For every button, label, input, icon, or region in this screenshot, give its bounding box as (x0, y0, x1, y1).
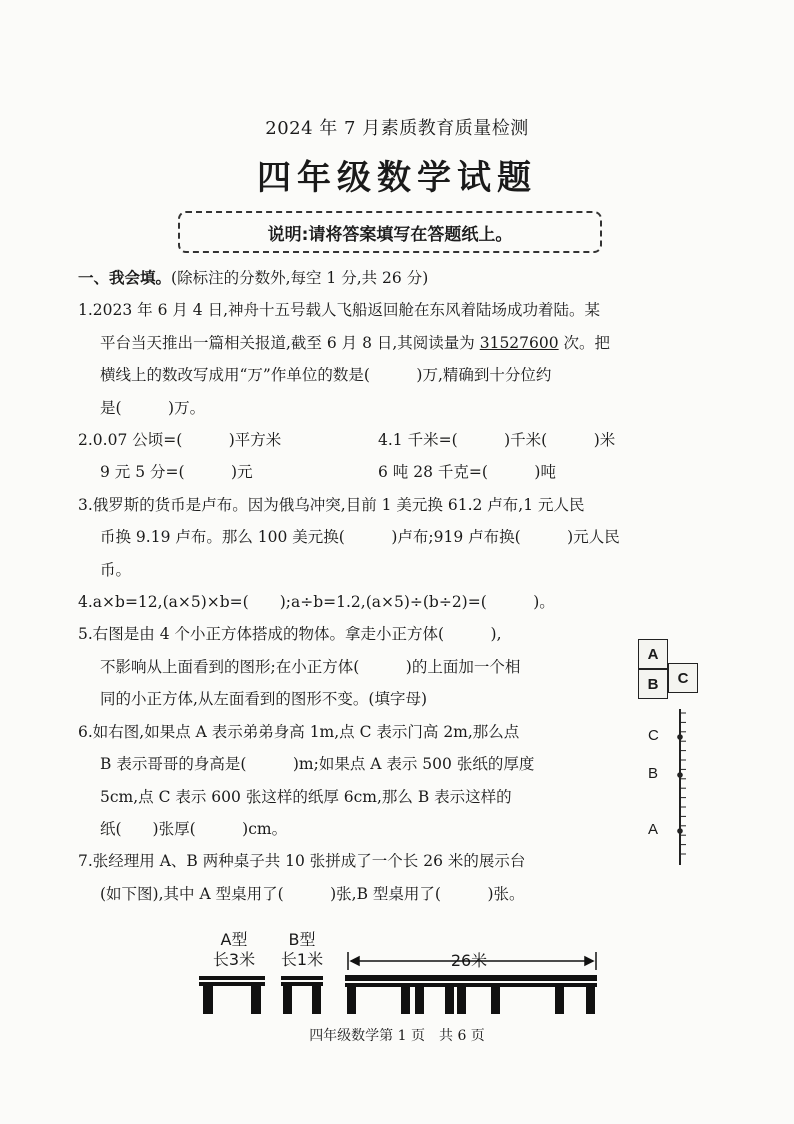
q4-line1: 4.a×b=12,(a×5)×b=( );a÷b=1.2,(a×5)÷(b÷2)=( )。 (78, 593, 555, 612)
table-b-length: 长1米 (280, 950, 324, 969)
page-title: 四年级数学试题 (257, 158, 537, 198)
q2-b: 4.1 千米=( )千米( )米 (378, 431, 616, 450)
cube-stack-figure (634, 633, 702, 707)
question-6 (78, 716, 618, 846)
question-content (78, 262, 728, 910)
tables-figure (195, 926, 605, 1018)
q3-line1: 3.俄罗斯的货币是卢布。因为俄乌冲突,目前 1 美元换 61.2 卢布,1 元人民 (78, 495, 585, 514)
q5-line3: 同的小正方体,从左面看到的图形不变。(填字母) (100, 690, 428, 709)
cube-b: B (638, 669, 668, 699)
ruler-scale (636, 709, 696, 867)
ruler-label-c: C (648, 727, 659, 744)
q1-line1: 1.2023 年 6 月 4 日,神舟十五号载人飞船返回舱在东风着陆场成功着陆。某 (78, 301, 601, 320)
q6-line1: 6.如右图,如果点 A 表示弟弟身高 1m,点 C 表示门高 2m,那么点 (78, 722, 520, 741)
question-3 (78, 489, 728, 586)
q6-line3: 5cm,点 C 表示 600 张这样的纸厚 6cm,那么 B 表示这样的 (100, 787, 512, 806)
table-b-type: B型 (288, 930, 316, 949)
table-a-shape (199, 978, 265, 1014)
combined-table-shape (345, 975, 597, 1014)
q2-c: 9 元 5 分=( )元 (100, 463, 253, 482)
instruction-box (178, 211, 602, 253)
section-title: 一、我会填。 (78, 269, 172, 287)
question-1 (78, 294, 728, 424)
question-4 (78, 586, 728, 618)
table-a-type: A型 (220, 930, 248, 949)
section-header (78, 262, 728, 294)
total-length-label: 26米 (443, 951, 495, 971)
q6-line2: B 表示哥哥的身高是( )m;如果点 A 表示 500 张纸的厚度 (100, 755, 535, 774)
total-length-arrow (348, 952, 596, 970)
cube-c: C (668, 663, 698, 693)
instruction-text: 说明:请将答案填写在答题纸上。 (267, 224, 513, 245)
exam-date: 2024 年 7 月素质教育质量检测 (265, 118, 529, 139)
q3-line2: 币换 9.19 卢布。那么 100 美元换( )卢布;919 卢布换( )元人民 (100, 528, 620, 547)
cube-a: A (638, 639, 668, 669)
ruler-figure (636, 709, 696, 867)
q6-line4: 纸( )张厚( )cm。 (100, 819, 288, 838)
q1-reading-count: 31527600 (479, 333, 559, 352)
page-footer: 四年级数学第 1 页 共 6 页 (309, 1028, 485, 1044)
q3-line3: 币。 (100, 560, 132, 579)
q1-line4: 是( )万。 (100, 398, 206, 417)
tables-drawing (195, 926, 605, 1018)
q5-line1: 5.右图是由 4 个小正方体搭成的物体。拿走小正方体( ), (78, 625, 502, 644)
q1-line2a: 平台当天推出一篇相关报道,截至 6 月 8 日,其阅读量为 (100, 333, 480, 352)
q2-d: 6 吨 28 千克=( )吨 (378, 463, 556, 482)
q1-line3: 横线上的数改写成用“万”作单位的数是( )万,精确到十分位约 (100, 366, 552, 385)
question-5 (78, 618, 618, 715)
section-note: (除标注的分数外,每空 1 分,共 26 分) (171, 269, 429, 287)
q2-row1 (78, 424, 728, 456)
q1-line2b: 次。把 (558, 333, 611, 352)
q7-line2: (如下图),其中 A 型桌用了( )张,B 型桌用了( )张。 (100, 884, 525, 903)
table-b-shape (281, 978, 323, 1014)
ruler-label-a: A (648, 821, 659, 838)
q7-line1: 7.张经理用 A、B 两种桌子共 10 张拼成了一个长 26 米的展示台 (78, 852, 526, 871)
q1-line2 (78, 327, 728, 359)
q2-a: 2.0.07 公顷=( )平方米 (78, 431, 282, 450)
question-2 (78, 424, 728, 489)
ruler-label-b: B (648, 765, 659, 782)
q2-row2 (78, 456, 728, 488)
table-a-length: 长3米 (212, 950, 256, 969)
q5-line2: 不影响从上面看到的图形;在小正方体( )的上面加一个相 (100, 657, 521, 676)
question-7 (78, 845, 728, 910)
